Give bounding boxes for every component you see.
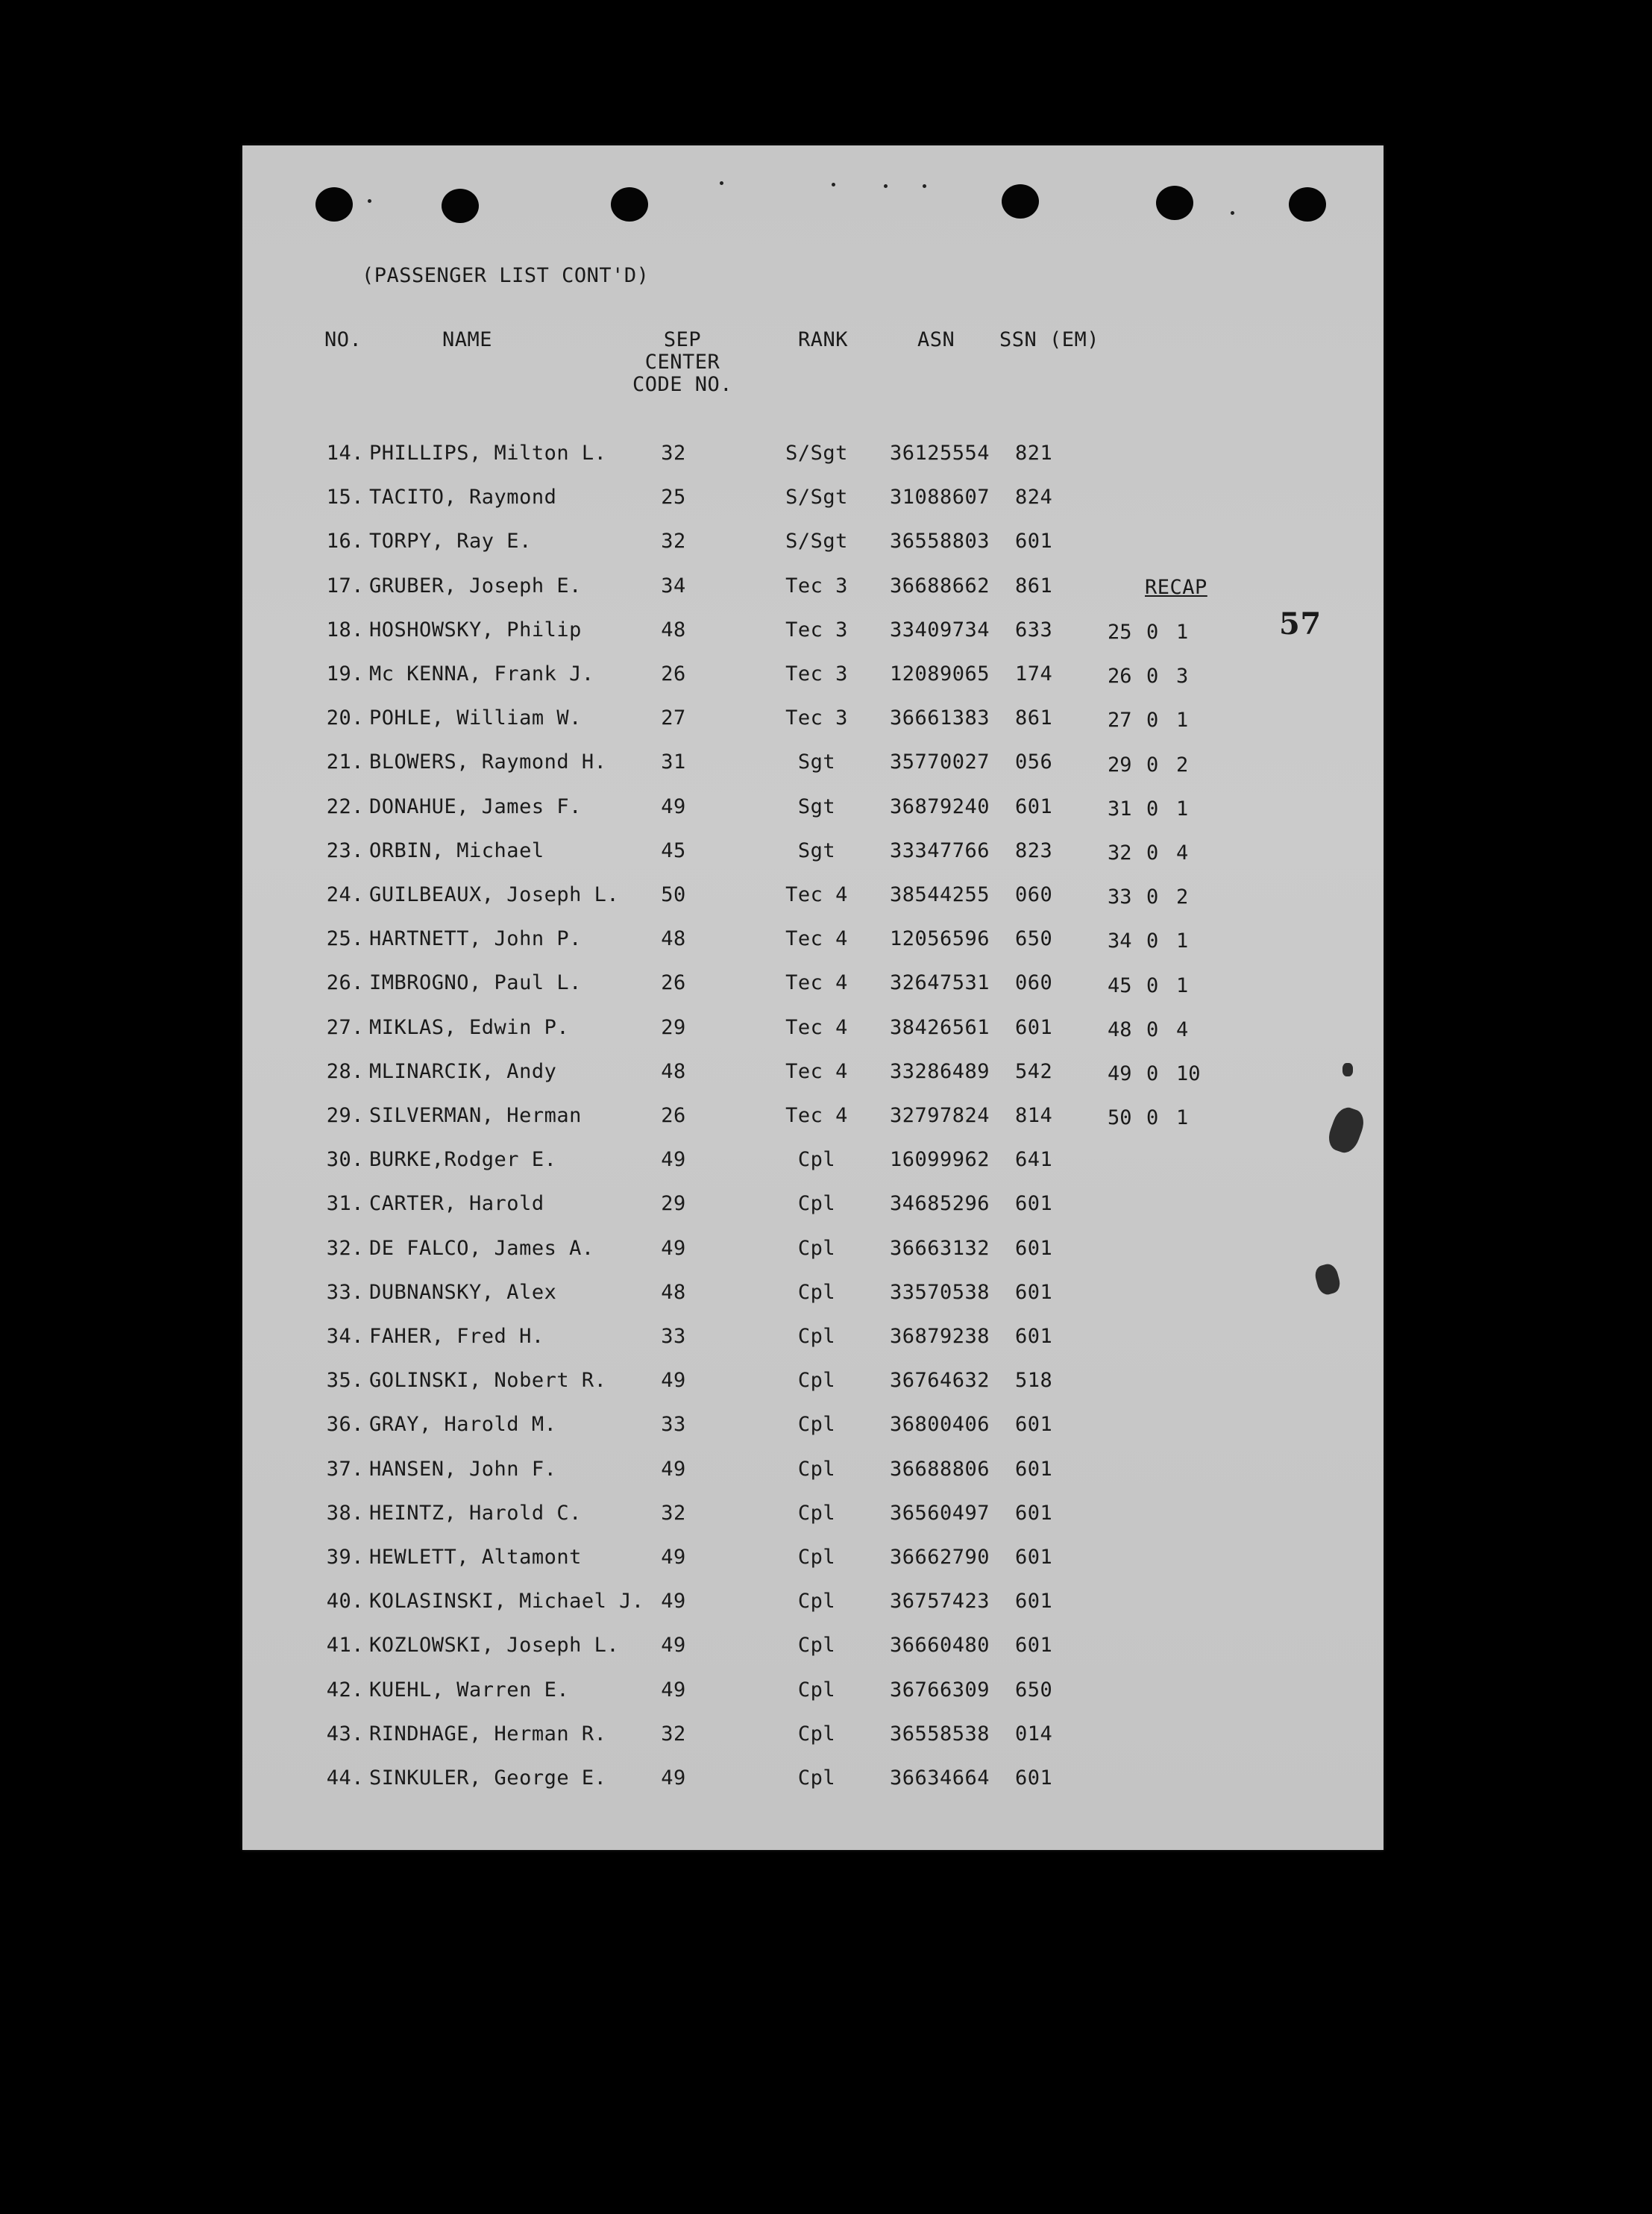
rank: Cpl — [797, 1546, 836, 1569]
recap-count: 1 — [1176, 973, 1189, 997]
ssn: 174 — [1015, 662, 1053, 686]
column-header-ssn: SSN (EM) — [999, 328, 1100, 351]
rank: Cpl — [797, 1501, 836, 1525]
ssn: 601 — [1015, 1457, 1053, 1481]
sep-center-code: 26 — [661, 662, 686, 686]
asn: 33409734 — [890, 618, 990, 642]
passenger-name: SINKULER, George E. — [369, 1766, 607, 1790]
rank: Tec 4 — [785, 1059, 848, 1083]
passenger-name: BLOWERS, Raymond H. — [369, 750, 607, 774]
table-row — [242, 486, 1384, 516]
table-row — [242, 575, 1384, 605]
recap-row — [1108, 709, 1242, 739]
table-row — [242, 1723, 1384, 1753]
sep-center-code: 25 — [661, 486, 686, 509]
rank: Sgt — [797, 838, 836, 862]
row-number: 34. — [326, 1325, 364, 1348]
sep-center-code: 49 — [661, 1148, 686, 1172]
asn: 36757423 — [890, 1590, 990, 1614]
asn: 32647531 — [890, 971, 990, 995]
asn: 36558538 — [890, 1722, 990, 1746]
row-number: 24. — [326, 883, 364, 906]
speck — [884, 184, 888, 188]
recap-code: 29 — [1108, 753, 1132, 777]
rank: Cpl — [797, 1148, 836, 1172]
column-header-name: NAME — [442, 328, 493, 351]
ssn: 601 — [1015, 1501, 1053, 1525]
row-number: 25. — [326, 927, 364, 951]
speck — [368, 199, 371, 203]
row-number: 14. — [326, 442, 364, 465]
speck — [923, 184, 926, 188]
passenger-name: GOLINSKI, Nobert R. — [369, 1369, 607, 1393]
recap-zero: 0 — [1146, 709, 1159, 733]
recap-title: RECAP — [1145, 576, 1207, 599]
page-number: 57 — [1279, 606, 1322, 642]
column-header-asn: ASN — [917, 328, 955, 351]
recap-row — [1108, 754, 1242, 784]
punch-hole — [1002, 184, 1039, 219]
asn: 38426561 — [890, 1015, 990, 1039]
rank: Cpl — [797, 1722, 836, 1746]
asn: 33570538 — [890, 1280, 990, 1304]
table-row — [242, 1193, 1384, 1223]
rank: Cpl — [797, 1413, 836, 1437]
speck — [1231, 211, 1234, 215]
recap-count: 1 — [1176, 709, 1189, 733]
row-number: 30. — [326, 1148, 364, 1172]
row-number: 39. — [326, 1546, 364, 1569]
table-row — [242, 1767, 1384, 1797]
sep-center-code: 27 — [661, 706, 686, 730]
rank: Cpl — [797, 1280, 836, 1304]
asn: 36661383 — [890, 706, 990, 730]
asn: 33286489 — [890, 1059, 990, 1083]
passenger-name: GRAY, Harold M. — [369, 1413, 557, 1437]
row-number: 35. — [326, 1369, 364, 1393]
recap-code: 25 — [1108, 621, 1132, 644]
passenger-name: DUBNANSKY, Alex — [369, 1280, 557, 1304]
recap-code: 48 — [1108, 1017, 1132, 1041]
passenger-name: PHILLIPS, Milton L. — [369, 442, 607, 465]
asn: 16099962 — [890, 1148, 990, 1172]
row-number: 37. — [326, 1457, 364, 1481]
asn: 36764632 — [890, 1369, 990, 1393]
recap-code: 34 — [1108, 929, 1132, 953]
rank: Cpl — [797, 1325, 836, 1348]
passenger-name: CARTER, Harold — [369, 1192, 544, 1216]
rank: Tec 3 — [785, 618, 848, 642]
passenger-name: GUILBEAUX, Joseph L. — [369, 883, 620, 906]
rank: Tec 4 — [785, 971, 848, 995]
ssn: 518 — [1015, 1369, 1053, 1393]
sep-center-code: 49 — [661, 1236, 686, 1260]
ssn: 601 — [1015, 1546, 1053, 1569]
table-row — [242, 1679, 1384, 1709]
document-page — [242, 145, 1384, 1850]
asn: 36634664 — [890, 1766, 990, 1790]
ssn: 601 — [1015, 1413, 1053, 1437]
sep-center-code: 29 — [661, 1015, 686, 1039]
passenger-name: BURKE,Rodger E. — [369, 1148, 557, 1172]
ssn: 601 — [1015, 1280, 1053, 1304]
row-number: 33. — [326, 1280, 364, 1304]
asn: 36662790 — [890, 1546, 990, 1569]
asn: 34685296 — [890, 1192, 990, 1216]
table-row — [242, 1326, 1384, 1355]
row-number: 23. — [326, 838, 364, 862]
rank: Tec 4 — [785, 1015, 848, 1039]
asn: 38544255 — [890, 883, 990, 906]
recap-row — [1108, 886, 1242, 916]
rank: S/Sgt — [785, 442, 848, 465]
asn: 36663132 — [890, 1236, 990, 1260]
asn: 36560497 — [890, 1501, 990, 1525]
row-number: 26. — [326, 971, 364, 995]
sep-center-code: 49 — [661, 1766, 686, 1790]
passenger-name: KOLASINSKI, Michael J. — [369, 1590, 644, 1614]
ssn: 814 — [1015, 1104, 1053, 1127]
column-header-no: NO. — [324, 328, 362, 351]
recap-zero: 0 — [1146, 1062, 1159, 1085]
table-row — [242, 1238, 1384, 1267]
ssn: 601 — [1015, 1634, 1053, 1658]
recap-zero: 0 — [1146, 1017, 1159, 1041]
row-number: 15. — [326, 486, 364, 509]
passenger-name: ORBIN, Michael — [369, 838, 544, 862]
recap-row — [1108, 842, 1242, 872]
row-number: 27. — [326, 1015, 364, 1039]
rank: Tec 3 — [785, 574, 848, 598]
row-number: 18. — [326, 618, 364, 642]
rank: Sgt — [797, 750, 836, 774]
recap-row — [1108, 1019, 1242, 1049]
table-row — [242, 1370, 1384, 1399]
asn: 33347766 — [890, 838, 990, 862]
recap-code: 27 — [1108, 709, 1132, 733]
row-number: 36. — [326, 1413, 364, 1437]
recap-zero: 0 — [1146, 797, 1159, 821]
ssn: 861 — [1015, 706, 1053, 730]
punch-hole — [1156, 186, 1193, 220]
speck — [720, 181, 723, 185]
recap-row — [1108, 798, 1242, 828]
asn: 36879238 — [890, 1325, 990, 1348]
recap-zero: 0 — [1146, 973, 1159, 997]
ssn: 014 — [1015, 1722, 1053, 1746]
rank: Tec 3 — [785, 706, 848, 730]
recap-code: 33 — [1108, 885, 1132, 909]
passenger-name: HANSEN, John F. — [369, 1457, 557, 1481]
recap-row — [1108, 930, 1242, 960]
row-number: 42. — [326, 1678, 364, 1702]
table-row — [242, 442, 1384, 472]
row-number: 41. — [326, 1634, 364, 1658]
recap-code: 31 — [1108, 797, 1132, 821]
recap-count: 1 — [1176, 1106, 1189, 1130]
rank: Cpl — [797, 1766, 836, 1790]
passenger-name: SILVERMAN, Herman — [369, 1104, 582, 1127]
sep-center-code: 49 — [661, 1634, 686, 1658]
recap-zero: 0 — [1146, 841, 1159, 865]
passenger-name: MLINARCIK, Andy — [369, 1059, 557, 1083]
passenger-name: GRUBER, Joseph E. — [369, 574, 582, 598]
sep-center-code: 34 — [661, 574, 686, 598]
sep-center-code: 48 — [661, 1059, 686, 1083]
punch-hole — [1289, 187, 1326, 222]
passenger-name: HEWLETT, Altamont — [369, 1546, 582, 1569]
table-row — [242, 1590, 1384, 1620]
row-number: 29. — [326, 1104, 364, 1127]
ssn: 542 — [1015, 1059, 1053, 1083]
recap-count: 2 — [1176, 885, 1189, 909]
recap-zero: 0 — [1146, 1106, 1159, 1130]
passenger-name: DE FALCO, James A. — [369, 1236, 594, 1260]
ssn: 060 — [1015, 883, 1053, 906]
ssn: 601 — [1015, 1015, 1053, 1039]
table-row — [242, 1634, 1384, 1664]
asn: 36558803 — [890, 530, 990, 554]
recap-row — [1108, 621, 1242, 651]
passenger-name: Mc KENNA, Frank J. — [369, 662, 594, 686]
recap-row — [1108, 975, 1242, 1005]
passenger-name: RINDHAGE, Herman R. — [369, 1722, 607, 1746]
recap-code: 50 — [1108, 1106, 1132, 1130]
recap-zero: 0 — [1146, 753, 1159, 777]
sep-center-code: 49 — [661, 794, 686, 818]
ssn: 650 — [1015, 1678, 1053, 1702]
recap-count: 4 — [1176, 1017, 1189, 1041]
sep-center-code: 49 — [661, 1590, 686, 1614]
recap-count: 10 — [1176, 1062, 1201, 1085]
speck — [832, 183, 835, 186]
recap-count: 1 — [1176, 621, 1189, 644]
punch-hole — [442, 189, 479, 223]
ssn: 601 — [1015, 1192, 1053, 1216]
sep-center-code: 49 — [661, 1457, 686, 1481]
rank: Cpl — [797, 1634, 836, 1658]
table-row — [242, 1414, 1384, 1443]
ssn: 641 — [1015, 1148, 1053, 1172]
recap-zero: 0 — [1146, 621, 1159, 644]
sep-center-code: 49 — [661, 1678, 686, 1702]
table-row — [242, 1502, 1384, 1532]
recap-zero: 0 — [1146, 665, 1159, 689]
recap-count: 1 — [1176, 929, 1189, 953]
passenger-name: KOZLOWSKI, Joseph L. — [369, 1634, 620, 1658]
ssn: 601 — [1015, 794, 1053, 818]
rank: Tec 4 — [785, 927, 848, 951]
rank: Cpl — [797, 1192, 836, 1216]
column-header-sep-center-code: SEP CENTER CODE NO. — [632, 328, 733, 396]
sep-center-code: 31 — [661, 750, 686, 774]
table-row — [242, 1149, 1384, 1179]
punch-hole — [611, 187, 648, 222]
recap-row — [1108, 665, 1242, 695]
rank: S/Sgt — [785, 486, 848, 509]
row-number: 40. — [326, 1590, 364, 1614]
table-row — [242, 530, 1384, 560]
recap-zero: 0 — [1146, 885, 1159, 909]
row-number: 21. — [326, 750, 364, 774]
sep-center-code: 33 — [661, 1325, 686, 1348]
sep-center-code: 26 — [661, 1104, 686, 1127]
row-number: 32. — [326, 1236, 364, 1260]
passenger-name: IMBROGNO, Paul L. — [369, 971, 582, 995]
recap-row — [1108, 1107, 1242, 1137]
table-row — [242, 1282, 1384, 1311]
recap-code: 32 — [1108, 841, 1132, 865]
sep-center-code: 32 — [661, 1722, 686, 1746]
sep-center-code: 26 — [661, 971, 686, 995]
row-number: 44. — [326, 1766, 364, 1790]
rank: Tec 4 — [785, 883, 848, 906]
rank: Cpl — [797, 1236, 836, 1260]
ssn: 823 — [1015, 838, 1053, 862]
recap-count: 3 — [1176, 665, 1189, 689]
asn: 12056596 — [890, 927, 990, 951]
ssn: 601 — [1015, 1325, 1053, 1348]
ssn: 601 — [1015, 530, 1053, 554]
rank: Cpl — [797, 1678, 836, 1702]
document-title: (PASSENGER LIST CONT'D) — [362, 264, 650, 287]
rank: S/Sgt — [785, 530, 848, 554]
passenger-name: TACITO, Raymond — [369, 486, 557, 509]
asn: 36125554 — [890, 442, 990, 465]
ssn: 633 — [1015, 618, 1053, 642]
passenger-name: DONAHUE, James F. — [369, 794, 582, 818]
rank: Cpl — [797, 1369, 836, 1393]
sep-center-code: 45 — [661, 838, 686, 862]
asn: 36800406 — [890, 1413, 990, 1437]
sep-center-code: 33 — [661, 1413, 686, 1437]
asn: 35770027 — [890, 750, 990, 774]
asn: 12089065 — [890, 662, 990, 686]
ssn: 601 — [1015, 1590, 1053, 1614]
passenger-name: FAHER, Fred H. — [369, 1325, 544, 1348]
ssn: 821 — [1015, 442, 1053, 465]
row-number: 22. — [326, 794, 364, 818]
asn: 31088607 — [890, 486, 990, 509]
recap-code: 26 — [1108, 665, 1132, 689]
recap-count: 4 — [1176, 841, 1189, 865]
passenger-name: TORPY, Ray E. — [369, 530, 532, 554]
asn: 32797824 — [890, 1104, 990, 1127]
passenger-name: POHLE, William W. — [369, 706, 582, 730]
row-number: 43. — [326, 1722, 364, 1746]
ssn: 060 — [1015, 971, 1053, 995]
rank: Sgt — [797, 794, 836, 818]
sep-center-code: 32 — [661, 1501, 686, 1525]
row-number: 20. — [326, 706, 364, 730]
asn: 36766309 — [890, 1678, 990, 1702]
recap-count: 2 — [1176, 753, 1189, 777]
row-number: 17. — [326, 574, 364, 598]
ssn: 824 — [1015, 486, 1053, 509]
passenger-name: HOSHOWSKY, Philip — [369, 618, 582, 642]
ssn: 861 — [1015, 574, 1053, 598]
ssn: 601 — [1015, 1766, 1053, 1790]
rank: Cpl — [797, 1590, 836, 1614]
sep-center-code: 48 — [661, 927, 686, 951]
rank: Tec 4 — [785, 1104, 848, 1127]
recap-code: 45 — [1108, 973, 1132, 997]
asn: 36688806 — [890, 1457, 990, 1481]
ssn: 601 — [1015, 1236, 1053, 1260]
row-number: 16. — [326, 530, 364, 554]
sep-center-code: 49 — [661, 1546, 686, 1569]
sep-center-code: 29 — [661, 1192, 686, 1216]
ssn: 056 — [1015, 750, 1053, 774]
rank: Tec 3 — [785, 662, 848, 686]
recap-zero: 0 — [1146, 929, 1159, 953]
asn: 36879240 — [890, 794, 990, 818]
punch-hole — [315, 187, 353, 222]
row-number: 38. — [326, 1501, 364, 1525]
asn: 36660480 — [890, 1634, 990, 1658]
sep-center-code: 48 — [661, 1280, 686, 1304]
sep-center-code: 32 — [661, 442, 686, 465]
table-row — [242, 1546, 1384, 1576]
sep-center-code: 50 — [661, 883, 686, 906]
recap-count: 1 — [1176, 797, 1189, 821]
rank: Cpl — [797, 1457, 836, 1481]
row-number: 31. — [326, 1192, 364, 1216]
sep-center-code: 32 — [661, 530, 686, 554]
passenger-name: MIKLAS, Edwin P. — [369, 1015, 570, 1039]
passenger-name: KUEHL, Warren E. — [369, 1678, 570, 1702]
recap-code: 49 — [1108, 1062, 1132, 1085]
row-number: 28. — [326, 1059, 364, 1083]
row-number: 19. — [326, 662, 364, 686]
passenger-name: HARTNETT, John P. — [369, 927, 582, 951]
sep-center-code: 49 — [661, 1369, 686, 1393]
column-header-rank: RANK — [798, 328, 849, 351]
asn: 36688662 — [890, 574, 990, 598]
ssn: 650 — [1015, 927, 1053, 951]
table-row — [242, 1458, 1384, 1488]
recap-row — [1108, 1063, 1242, 1093]
sep-center-code: 48 — [661, 618, 686, 642]
passenger-name: HEINTZ, Harold C. — [369, 1501, 582, 1525]
